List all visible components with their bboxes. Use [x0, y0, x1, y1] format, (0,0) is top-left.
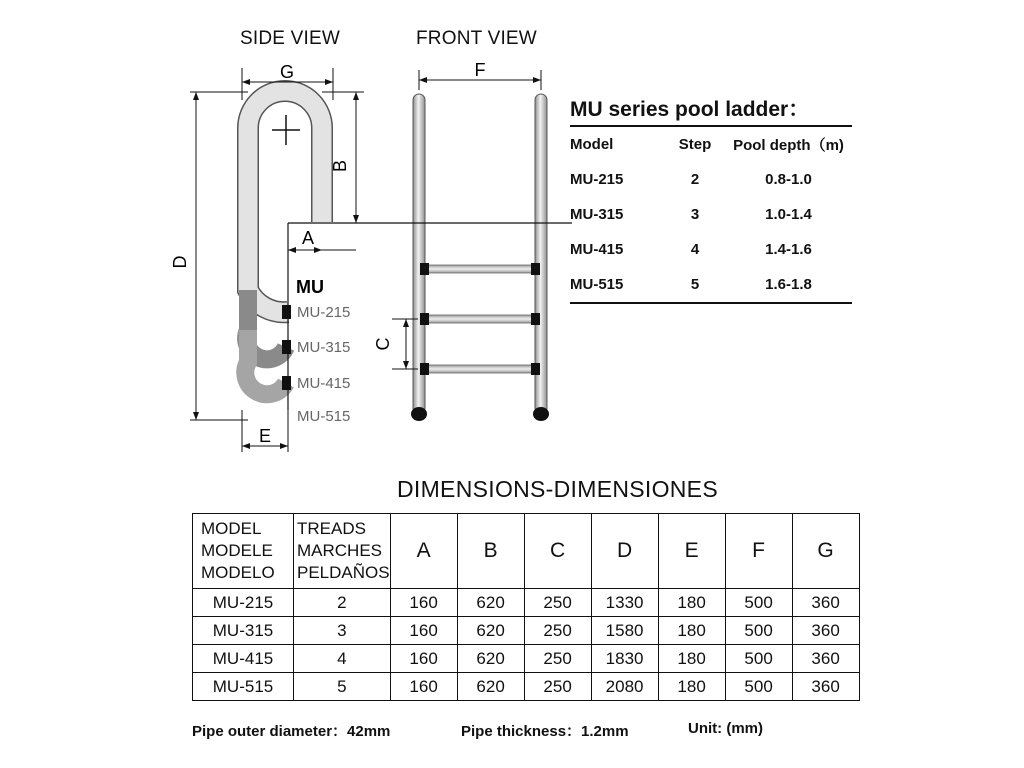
cell: 360 [792, 645, 859, 673]
dim-label-d: D [170, 255, 190, 269]
cell: 180 [658, 645, 725, 673]
row-depth: 1.0-1.4 [765, 206, 812, 223]
cell: 160 [390, 673, 457, 701]
mu-series-row [570, 232, 852, 267]
note-pipe-thickness: Pipe thickness：1.2mm [461, 723, 629, 740]
row-step: 2 [690, 171, 700, 188]
cell: 620 [457, 673, 524, 701]
note-unit: Unit: (mm) [688, 720, 763, 737]
header-treads: TREADS MARCHES PELDAÑOS [294, 514, 391, 589]
cell: 360 [792, 617, 859, 645]
cell: 250 [524, 617, 591, 645]
mu-series-header [570, 127, 852, 162]
cell: 360 [792, 673, 859, 701]
cell: 180 [658, 589, 725, 617]
cell: 620 [457, 589, 524, 617]
side-model-label: MU-215 [297, 304, 351, 321]
front-view-title: FRONT VIEW [416, 28, 537, 49]
cell: 250 [524, 589, 591, 617]
cell: 620 [457, 617, 524, 645]
front-tread [425, 265, 535, 273]
cell: 2 [294, 589, 391, 617]
row-model: MU-315 [570, 206, 624, 223]
dimensions-row [193, 589, 860, 617]
dim-label-a: A [301, 228, 315, 248]
row-model: MU-415 [570, 241, 624, 258]
header-model: Model [570, 136, 614, 153]
cell: 500 [725, 673, 792, 701]
cell: 3 [294, 617, 391, 645]
cell: 620 [457, 645, 524, 673]
header-col-g: G [792, 514, 859, 589]
cell: 250 [524, 645, 591, 673]
cell: 5 [294, 673, 391, 701]
dim-label-b: B [330, 159, 350, 173]
mu-series-row [570, 162, 852, 197]
row-model: MU-215 [570, 171, 624, 188]
header-col-a: A [390, 514, 457, 589]
side-model-title: MU [296, 277, 324, 297]
cell: MU-315 [193, 617, 294, 645]
left-foot [411, 407, 427, 421]
cell: 1330 [591, 589, 658, 617]
cell: 180 [658, 617, 725, 645]
row-step: 5 [690, 276, 700, 293]
dimensions-header-row [193, 514, 860, 589]
mu-series-row [570, 197, 852, 232]
side-model-label: MU-415 [297, 375, 351, 392]
dimensions-row [193, 617, 860, 645]
header-step: Step [678, 136, 712, 153]
row-depth: 1.4-1.6 [765, 241, 812, 258]
side-view-drawing [170, 62, 364, 452]
dimensions-row [193, 673, 860, 701]
mu-series-row [570, 267, 852, 302]
row-step: 3 [690, 206, 700, 223]
side-view-title: SIDE VIEW [240, 28, 340, 49]
dim-label-c: C [373, 337, 393, 351]
front-tread [425, 365, 535, 373]
dim-label-f: F [474, 60, 486, 80]
dim-label-e: E [258, 426, 272, 446]
cell: 1580 [591, 617, 658, 645]
row-step: 4 [690, 241, 700, 258]
cell: 250 [524, 673, 591, 701]
cell: 160 [390, 617, 457, 645]
row-model: MU-515 [570, 276, 624, 293]
side-tread-block [282, 376, 291, 390]
row-depth: 1.6-1.8 [765, 276, 812, 293]
cell: 180 [658, 673, 725, 701]
side-tread-block [282, 340, 291, 354]
right-foot [533, 407, 549, 421]
cell: 1830 [591, 645, 658, 673]
header-col-d: D [591, 514, 658, 589]
dimensions-table [192, 513, 860, 701]
cell: 160 [390, 589, 457, 617]
cell: 500 [725, 645, 792, 673]
dimensions-title: DIMENSIONS-DIMENSIONES [397, 476, 718, 502]
cell: MU-415 [193, 645, 294, 673]
dimensions-row [193, 645, 860, 673]
row-depth: 0.8-1.0 [765, 171, 812, 188]
cell: 2080 [591, 673, 658, 701]
header-col-e: E [658, 514, 725, 589]
cell: 4 [294, 645, 391, 673]
mu-series-table [570, 125, 852, 304]
side-model-label: MU-515 [297, 408, 351, 425]
side-tread-block [282, 305, 291, 319]
front-view-drawing [356, 60, 572, 421]
note-pipe-diameter: Pipe outer diameter：42mm [192, 723, 391, 740]
cell: 160 [390, 645, 457, 673]
cell: 360 [792, 589, 859, 617]
cell: 500 [725, 617, 792, 645]
dim-label-g: G [279, 62, 295, 82]
header-model: MODEL MODELE MODELO [193, 514, 294, 589]
header-col-f: F [725, 514, 792, 589]
header-col-c: C [524, 514, 591, 589]
header-pool-depth: Pool depth（m) [733, 137, 844, 154]
mu-series-title: MU series pool ladder： [570, 98, 810, 121]
front-tread [425, 315, 535, 323]
cell: 500 [725, 589, 792, 617]
cell: MU-515 [193, 673, 294, 701]
side-model-label: MU-315 [297, 339, 351, 356]
cell: MU-215 [193, 589, 294, 617]
header-col-b: B [457, 514, 524, 589]
